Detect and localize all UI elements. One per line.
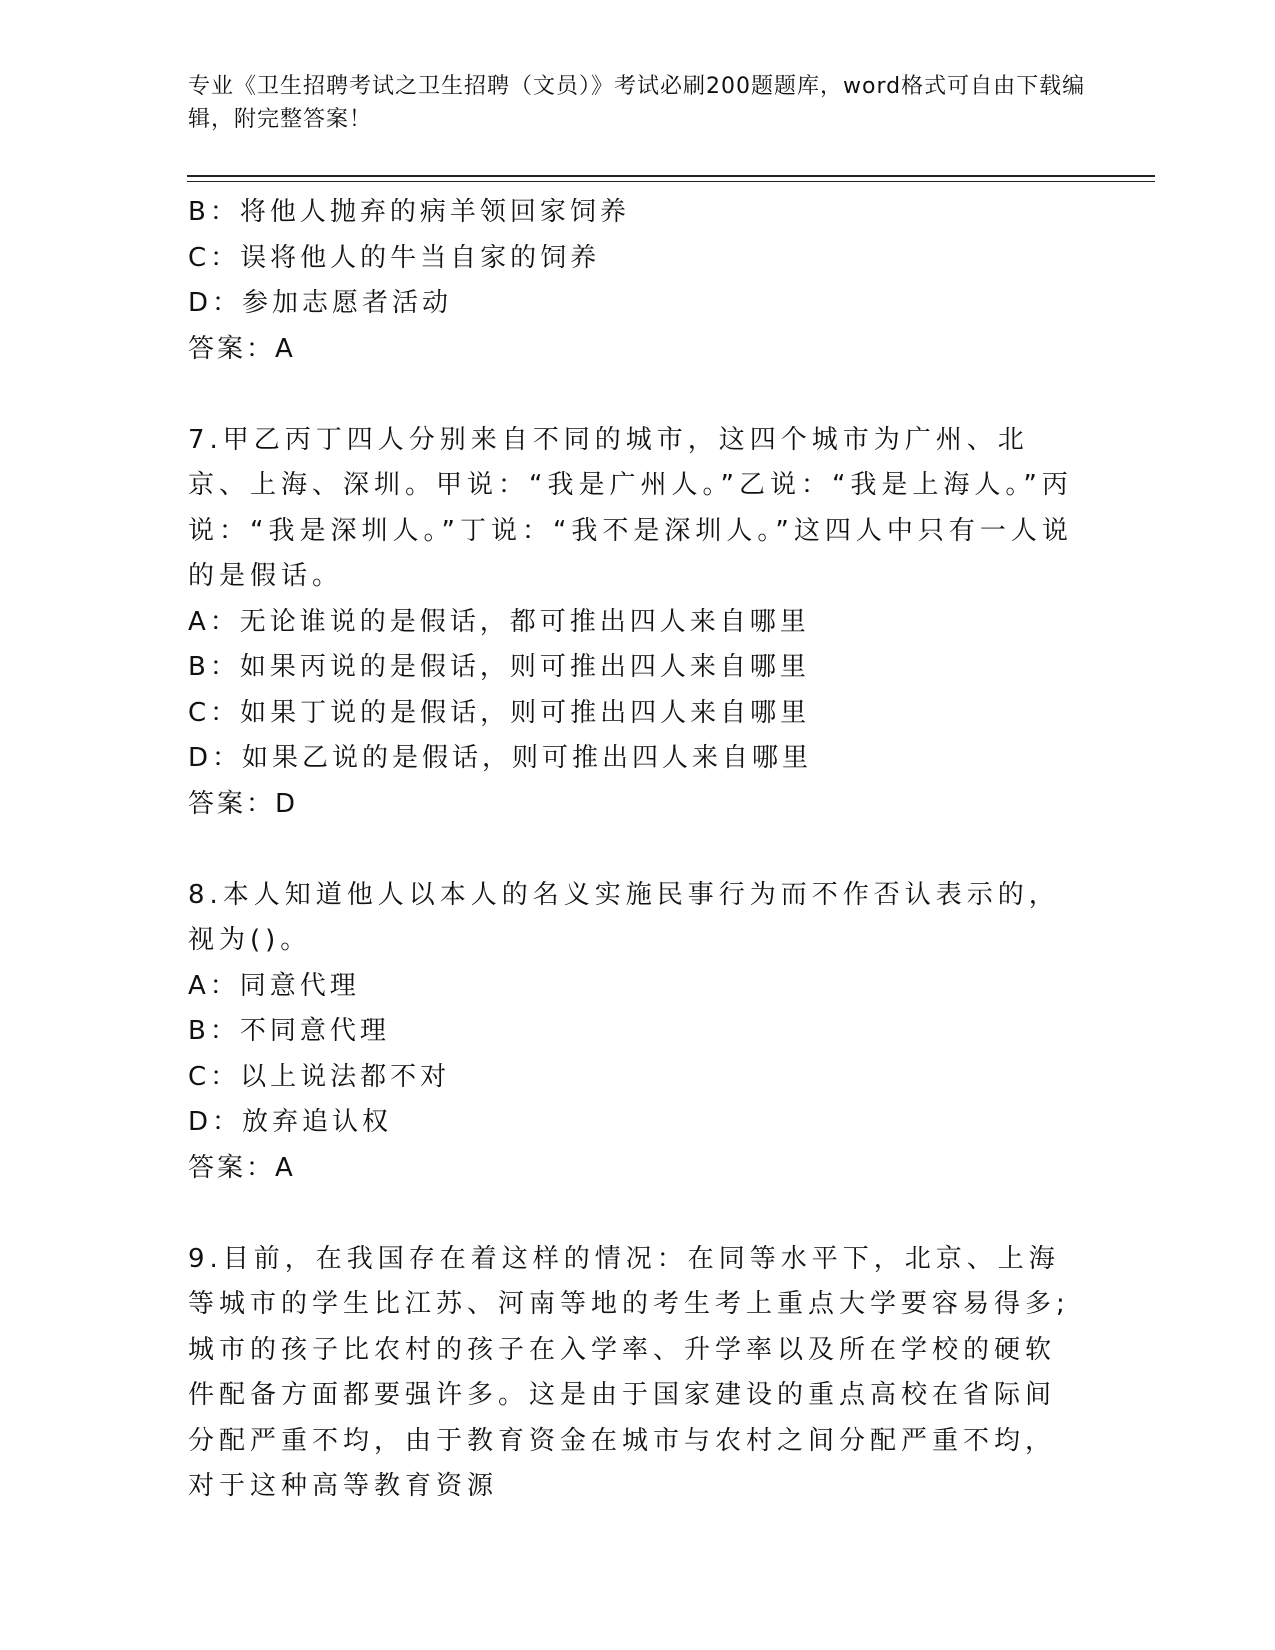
question-9-text: 9.目前，在我国存在着这样的情况：在同等水平下，北京、上海等城市的学生比江苏、河南等地的考生考上重点大学要容易得多;城市的孩子比农村的孩子在入学率、升学率以及所在学校的硬软件配备方面都要强许多。这是由于国家建设的重点高校在省际间分配严重不均，由于教育资金在城市与农村之间分配严重不均，对于这种高等教育资源 [188,1243,1070,1501]
question-8-option-a: A：同意代理 [188,970,360,1001]
option-b: B：将他人抛弃的病羊领回家饲养 [188,197,630,227]
question-7-answer: 答案：D [188,788,299,819]
question-7-text: 7.甲乙丙丁四人分别来自不同的城市，这四个城市为广州、北京、上海、深圳。甲说：“我是广州人。”乙说：“我是上海人。”丙说：“我是深圳人。”丁说：“我不是深圳人。”这四人中只有一人说的是假话。 [188,424,1073,591]
question-content [188,190,1078,1510]
header-rule-thin [187,181,1155,182]
question-8-text: 8.本人知道他人以本人的名义实施民事行为而不作否认表示的，视为()。 [188,879,1060,955]
question-7-option-d: D：如果乙说的是假话，则可推出四人来自哪里 [188,743,813,773]
question-8-option-d: D：放弃追认权 [188,1107,393,1137]
question-8-option-b: B：不同意代理 [188,1016,390,1046]
answer-label: 答案：A [188,333,296,364]
question-8-answer: 答案：A [188,1152,296,1183]
question-7-option-c: C：如果丁说的是假话，则可推出四人来自哪里 [188,697,811,728]
option-d: D：参加志愿者活动 [188,288,453,318]
spacer [188,827,1078,873]
question-8-option-c: C：以上说法都不对 [188,1061,451,1092]
document-header: 专业《卫生招聘考试之卫生招聘（文员）》考试必刷200题题库，word格式可自由下载编辑，附完整答案！ [188,74,1086,132]
header-rule-thick [187,175,1155,177]
question-7-option-a: A：无论谁说的是假话，都可推出四人来自哪里 [188,606,810,637]
spacer [188,372,1078,418]
question-7-option-b: B：如果丙说的是假话，则可推出四人来自哪里 [188,652,810,682]
spacer [188,1191,1078,1237]
option-c: C：误将他人的牛当自家的饲养 [188,242,601,273]
